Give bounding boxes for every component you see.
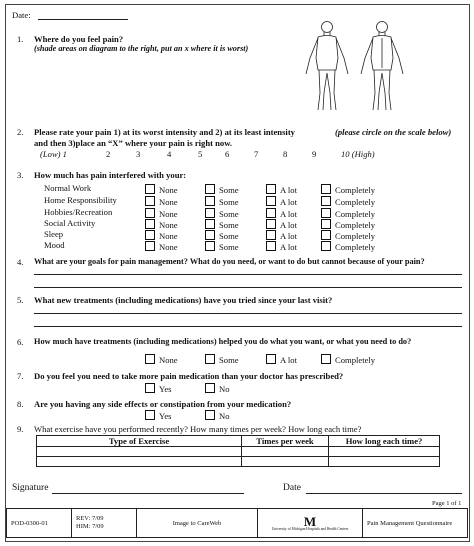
scale-item[interactable]: 9 <box>312 149 317 159</box>
q8-number: 8. <box>17 399 24 409</box>
option-some[interactable]: Some <box>205 208 239 219</box>
table-cell[interactable] <box>329 457 440 467</box>
answer-line[interactable] <box>34 274 462 275</box>
table-cell[interactable] <box>242 447 329 457</box>
checkbox[interactable] <box>205 230 215 240</box>
q4-number: 4. <box>17 257 24 267</box>
footer-code: POD-0300-01 <box>7 509 72 538</box>
scale-item[interactable]: 5 <box>198 149 203 159</box>
q3-text: How much has pain interfered with your: <box>34 170 187 180</box>
q6-number: 6. <box>17 337 24 347</box>
q2-line2: and then 3)place an “X” where your pain is right now. <box>34 138 233 148</box>
option-none[interactable]: None <box>145 208 178 219</box>
answer-line[interactable] <box>34 287 462 288</box>
body-diagram[interactable] <box>300 18 410 114</box>
checkbox[interactable] <box>321 230 331 240</box>
option-completely[interactable]: Completely <box>321 196 375 207</box>
checkbox[interactable] <box>205 241 215 251</box>
option-a-lot[interactable]: A lot <box>266 196 297 207</box>
checkbox[interactable] <box>145 230 155 240</box>
checkbox[interactable] <box>266 184 276 194</box>
option-a-lot[interactable]: A lot <box>266 208 297 219</box>
checkbox[interactable] <box>145 354 155 364</box>
checkbox[interactable] <box>321 354 331 364</box>
table-row <box>37 447 440 457</box>
q5-text: What new treatments (including medications) have you tried since your last visit? <box>34 295 333 305</box>
checkbox[interactable] <box>205 410 215 420</box>
option-some[interactable]: Some <box>205 354 239 365</box>
q7-text: Do you feel you need to take more pain medication than your doctor has prescribed? <box>34 371 344 381</box>
checkbox[interactable] <box>145 241 155 251</box>
signature-date-line[interactable] <box>306 493 462 494</box>
q6-text: How much have treatments (including medications) helped you do what you want, or what you need to do? <box>34 337 412 346</box>
checkbox[interactable] <box>266 241 276 251</box>
university-logo-icon: M <box>303 513 317 529</box>
checkbox[interactable] <box>266 230 276 240</box>
checkbox[interactable] <box>145 383 155 393</box>
q1-text: Where do you feel pain? <box>34 34 124 44</box>
footer-revision <box>72 509 137 538</box>
q7-number: 7. <box>17 371 24 381</box>
option-a-lot[interactable]: A lot <box>266 219 297 230</box>
interference-row-label: Mood <box>44 240 65 250</box>
option-completely[interactable]: Completely <box>321 241 375 252</box>
table-cell[interactable] <box>37 447 242 457</box>
option-completely[interactable]: Completely <box>321 208 375 219</box>
checkbox[interactable] <box>321 241 331 251</box>
checkbox[interactable] <box>145 208 155 218</box>
checkbox[interactable] <box>145 196 155 206</box>
option-none[interactable]: None <box>145 196 178 207</box>
table-header-row <box>37 436 440 447</box>
option-some[interactable]: Some <box>205 196 239 207</box>
interference-row-label: Home Responsibility <box>44 195 117 205</box>
footer-image: Image to CareWeb <box>137 509 258 538</box>
q5-number: 5. <box>17 295 24 305</box>
q4-text: What are your goals for pain management? What do you need, or want to do but cannot because of your pain? <box>34 257 425 266</box>
option-completely[interactable]: Completely <box>321 219 375 230</box>
checkbox[interactable] <box>145 219 155 229</box>
option-yes[interactable]: Yes <box>145 410 172 421</box>
scale-item[interactable]: 2 <box>106 149 111 159</box>
option-a-lot[interactable]: A lot <box>266 241 297 252</box>
q3-number: 3. <box>17 170 24 180</box>
interference-row-label: Hobbies/Recreation <box>44 207 113 217</box>
q2-line1: Please rate your pain 1) at its worst intensity and 2) at its least intensity <box>34 127 295 137</box>
q9-number: 9. <box>17 424 24 434</box>
checkbox[interactable] <box>321 196 331 206</box>
checkbox[interactable] <box>205 219 215 229</box>
scale-item[interactable]: 6 <box>225 149 230 159</box>
option-no[interactable]: No <box>205 410 230 421</box>
option-none[interactable]: None <box>145 354 178 365</box>
checkbox[interactable] <box>205 196 215 206</box>
date-line[interactable] <box>38 19 128 20</box>
exercise-table <box>36 435 440 467</box>
checkbox[interactable] <box>266 219 276 229</box>
checkbox[interactable] <box>205 383 215 393</box>
checkbox[interactable] <box>145 410 155 420</box>
option-some[interactable]: Some <box>205 241 239 252</box>
q1-hint: (shade areas on diagram to the right, put an x where it is worst) <box>34 44 249 53</box>
scale-item[interactable]: 3 <box>136 149 141 159</box>
option-none[interactable]: None <box>145 230 178 241</box>
footer-title: Pain Management Questionnaire <box>363 509 468 538</box>
q2-number: 2. <box>17 127 24 137</box>
checkbox[interactable] <box>205 354 215 364</box>
option-some[interactable]: Some <box>205 184 239 195</box>
column-header: Type of Exercise <box>37 436 242 447</box>
signature-date-label: Date <box>283 483 301 493</box>
footer-logo <box>258 509 363 538</box>
signature-label: Signature <box>12 483 49 493</box>
body-back-figure <box>361 22 403 111</box>
table-cell[interactable] <box>329 447 440 457</box>
checkbox[interactable] <box>266 196 276 206</box>
footer-rev: REV: 7/09 <box>76 515 104 523</box>
footer <box>6 508 468 538</box>
q2-line1-hint: (please circle on the scale below) <box>335 127 452 137</box>
option-none[interactable]: None <box>145 241 178 252</box>
checkbox[interactable] <box>321 219 331 229</box>
option-a-lot[interactable]: A lot <box>266 230 297 241</box>
checkbox[interactable] <box>266 208 276 218</box>
footer-logo-text: University of Michigan Hospitals and Health Centers <box>271 526 349 531</box>
answer-line[interactable] <box>34 313 462 314</box>
checkbox[interactable] <box>145 184 155 194</box>
table-cell[interactable] <box>37 457 242 467</box>
interference-row-label: Social Activity <box>44 218 96 228</box>
signature-line[interactable] <box>52 493 244 494</box>
table-row <box>37 457 440 467</box>
q8-text: Are you having any side effects or constipation from your medication? <box>34 399 292 409</box>
scale-item[interactable]: 8 <box>283 149 288 159</box>
option-some[interactable]: Some <box>205 230 239 241</box>
option-none[interactable]: None <box>145 184 178 195</box>
checkbox[interactable] <box>266 354 276 364</box>
scale-item[interactable]: (Low) 1 <box>40 149 67 159</box>
page-label: Page 1 of 1 <box>432 500 462 507</box>
interference-row-label: Sleep <box>44 229 64 239</box>
q9-text: What exercise have you performed recently? How many times per week? How long each time? <box>34 424 362 434</box>
scale-item[interactable]: 10 (High) <box>341 149 375 159</box>
body-front-figure <box>306 22 348 111</box>
scale-item[interactable]: 4 <box>167 149 172 159</box>
column-header: How long each time? <box>329 436 440 447</box>
q1-number: 1. <box>17 34 24 44</box>
footer-him: HIM: 7/09 <box>76 523 104 530</box>
column-header: Times per week <box>242 436 329 447</box>
option-completely[interactable]: Completely <box>321 184 375 195</box>
option-a-lot[interactable]: A lot <box>266 184 297 195</box>
option-no[interactable]: No <box>205 383 230 394</box>
option-completely[interactable]: Completely <box>321 354 375 365</box>
option-a-lot[interactable]: A lot <box>266 354 297 365</box>
scale-item[interactable]: 7 <box>254 149 259 159</box>
option-some[interactable]: Some <box>205 219 239 230</box>
checkbox[interactable] <box>321 208 331 218</box>
date-label: Date: <box>12 10 31 20</box>
checkbox[interactable] <box>205 184 215 194</box>
checkbox[interactable] <box>321 184 331 194</box>
table-cell[interactable] <box>242 457 329 467</box>
option-none[interactable]: None <box>145 219 178 230</box>
option-yes[interactable]: Yes <box>145 383 172 394</box>
answer-line[interactable] <box>34 326 462 327</box>
option-completely[interactable]: Completely <box>321 230 375 241</box>
interference-row-label: Normal Work <box>44 183 92 193</box>
checkbox[interactable] <box>205 208 215 218</box>
